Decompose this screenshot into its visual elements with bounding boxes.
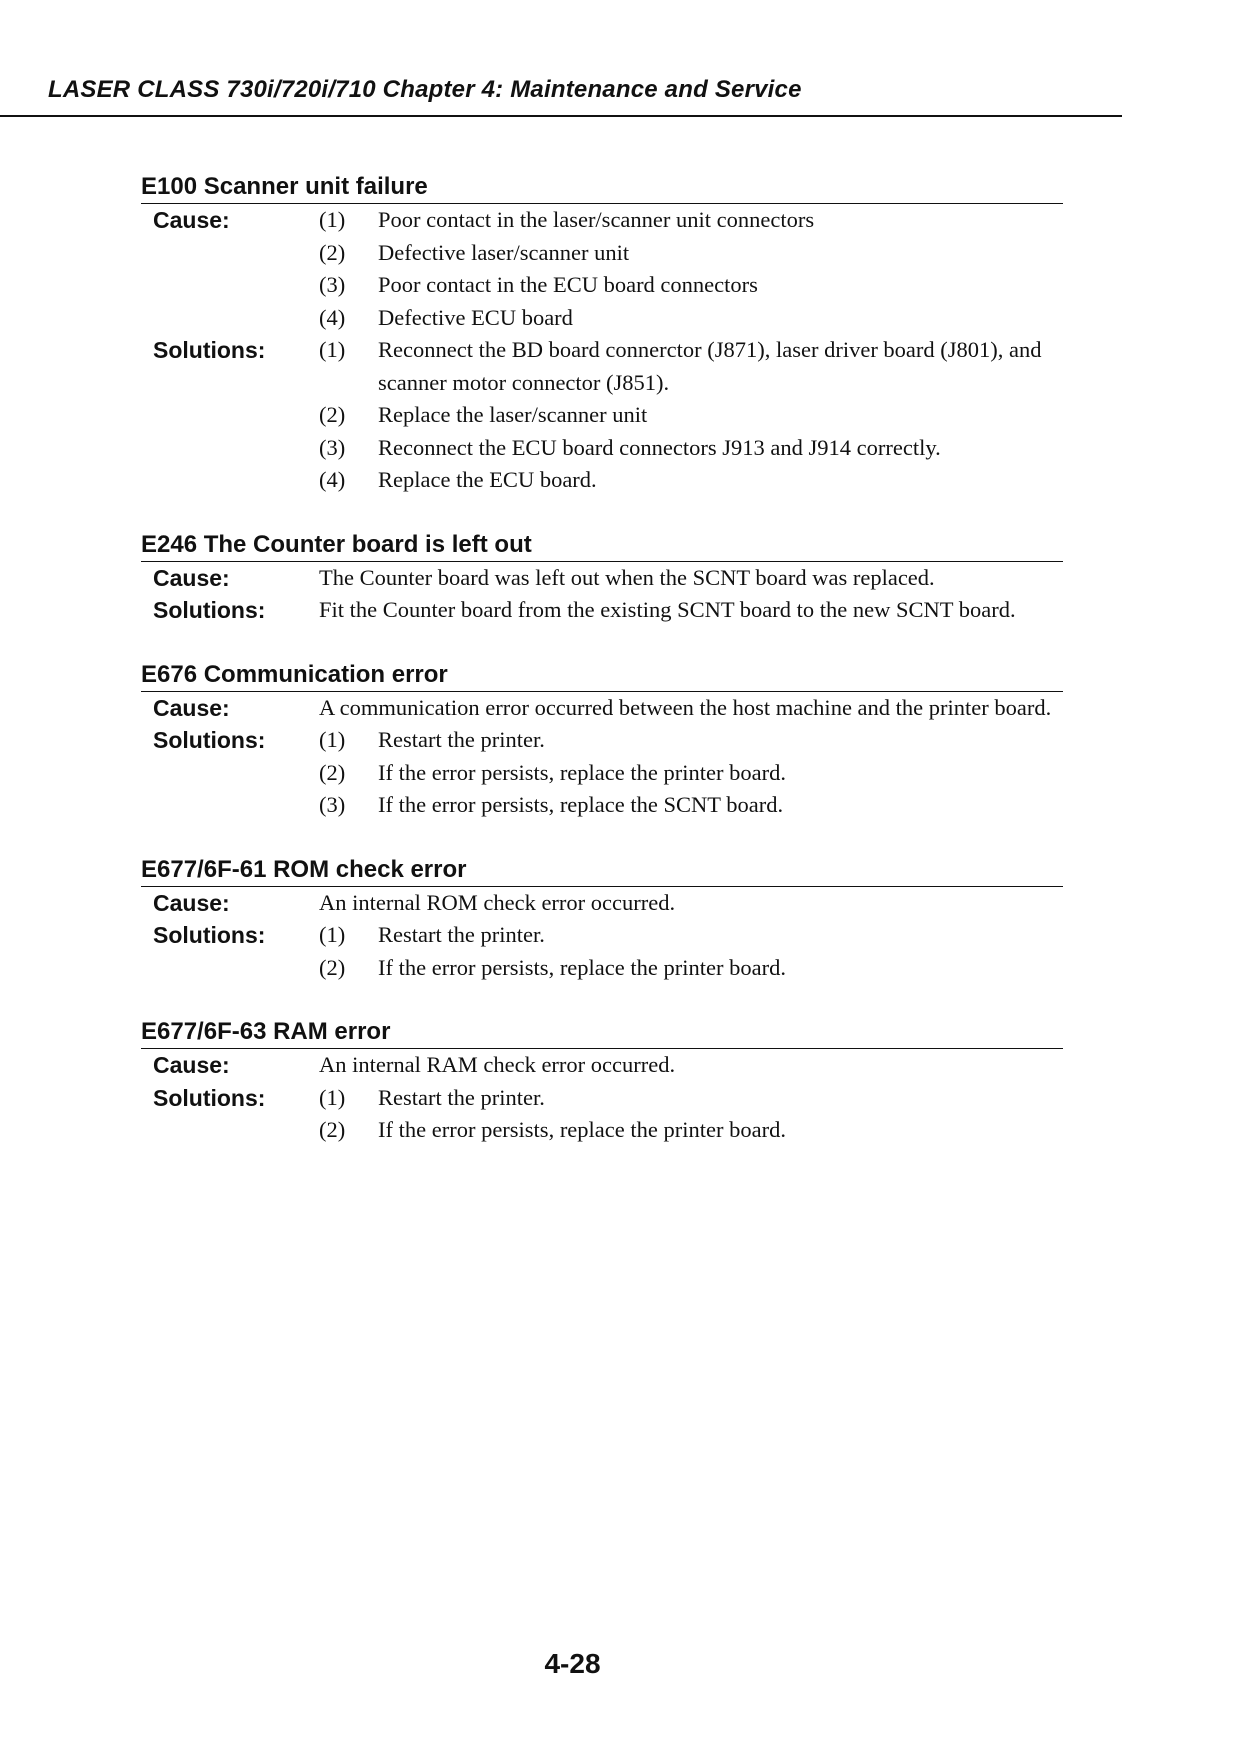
header-rule — [0, 115, 1122, 117]
solutions-list — [319, 1082, 1063, 1147]
solutions-row — [141, 724, 1063, 822]
item-number: (3) — [319, 272, 346, 297]
cause-label: Cause: — [153, 564, 230, 591]
solutions-text: Fit the Counter board from the existing SCNT board to the new SCNT board. — [319, 597, 1016, 622]
cause-row — [141, 562, 1063, 595]
error-entry-e677-6f-63 — [141, 1017, 1063, 1147]
cause-label: Cause: — [153, 1052, 230, 1078]
item-text: Restart the printer. — [378, 922, 545, 947]
item-text: Reconnect the BD board connerctor (J871), laser driver board (J801), and scanner motor connector (J851). — [378, 337, 1042, 395]
solutions-list — [319, 919, 1063, 984]
solutions-list — [319, 724, 1063, 822]
solutions-row — [141, 919, 1063, 984]
list-item — [319, 919, 1063, 952]
item-number: (2) — [319, 759, 346, 785]
item-text: Reconnect the ECU board connectors J913 and J914 correctly. — [378, 434, 941, 460]
item-number: (1) — [319, 337, 346, 362]
cause-text: An internal ROM check error occurred. — [319, 889, 676, 915]
item-text: Replace the ECU board. — [378, 467, 597, 492]
item-text: If the error persists, replace the SCNT board. — [378, 792, 784, 817]
list-item — [319, 237, 1063, 270]
list-item — [319, 1114, 1063, 1147]
cause-list — [319, 204, 1063, 334]
cause-row — [141, 887, 1063, 920]
solutions-label: Solutions: — [153, 922, 266, 948]
list-item — [319, 334, 1063, 399]
list-item — [319, 269, 1063, 302]
error-title: E676 Communication error — [141, 660, 1063, 692]
item-number: (1) — [319, 922, 346, 947]
running-header: LASER CLASS 730i/720i/710 Chapter 4: Maintenance and Service — [48, 76, 802, 103]
error-title: E100 Scanner unit failure — [141, 172, 1063, 204]
solutions-label: Solutions: — [153, 1084, 266, 1111]
list-item — [319, 789, 1063, 822]
error-code-list — [141, 172, 1063, 1180]
list-item — [319, 724, 1063, 757]
cause-label: Cause: — [153, 694, 230, 721]
item-text: Poor contact in the ECU board connectors — [378, 272, 758, 297]
list-item — [319, 1082, 1063, 1115]
error-title: E677/6F-63 RAM error — [141, 1017, 1063, 1049]
item-number: (2) — [319, 954, 346, 980]
list-item — [319, 432, 1063, 465]
item-number: (1) — [319, 727, 346, 752]
error-entry-e676 — [141, 660, 1063, 822]
solutions-row — [141, 1082, 1063, 1147]
list-item — [319, 204, 1063, 237]
cause-label: Cause: — [153, 889, 230, 916]
item-text: Restart the printer. — [378, 1084, 545, 1110]
error-entry-e100 — [141, 172, 1063, 497]
item-text: Replace the laser/scanner unit — [378, 402, 648, 427]
list-item — [319, 464, 1063, 497]
item-number: (2) — [319, 402, 346, 427]
list-item — [319, 399, 1063, 432]
item-text: If the error persists, replace the printer board. — [378, 759, 786, 785]
item-text: Defective laser/scanner unit — [378, 239, 630, 265]
item-number: (3) — [319, 434, 346, 460]
solutions-row — [141, 594, 1063, 627]
item-number: (1) — [319, 207, 346, 232]
cause-row — [141, 692, 1063, 725]
solutions-label: Solutions: — [153, 337, 266, 363]
solutions-row — [141, 334, 1063, 497]
item-number: (4) — [319, 467, 346, 492]
item-text: If the error persists, replace the printer board. — [378, 954, 786, 980]
item-number: (2) — [319, 239, 346, 265]
error-entry-e677-6f-61 — [141, 855, 1063, 985]
list-item — [319, 952, 1063, 985]
page-number: 4-28 — [544, 1648, 601, 1679]
item-text: Restart the printer. — [378, 727, 545, 752]
cause-text: A communication error occurred between the host machine and the printer board. — [319, 694, 1052, 720]
solutions-label: Solutions: — [153, 597, 266, 623]
cause-text: The Counter board was left out when the SCNT board was replaced. — [319, 564, 935, 590]
cause-text: An internal RAM check error occurred. — [319, 1052, 676, 1077]
item-text: Defective ECU board — [378, 304, 573, 330]
solutions-list — [319, 334, 1063, 497]
cause-label: Cause: — [153, 207, 230, 233]
cause-row — [141, 204, 1063, 334]
item-text: If the error persists, replace the printer board. — [378, 1117, 786, 1142]
item-text: Poor contact in the laser/scanner unit connectors — [378, 207, 815, 232]
item-number: (4) — [319, 304, 346, 330]
error-title: E677/6F-61 ROM check error — [141, 855, 1063, 887]
list-item — [319, 302, 1063, 335]
list-item — [319, 757, 1063, 790]
solutions-label: Solutions: — [153, 727, 266, 753]
item-number: (2) — [319, 1117, 346, 1142]
item-number: (1) — [319, 1084, 346, 1110]
cause-row — [141, 1049, 1063, 1082]
error-title: E246 The Counter board is left out — [141, 530, 1063, 562]
item-number: (3) — [319, 792, 346, 817]
error-entry-e246 — [141, 530, 1063, 627]
